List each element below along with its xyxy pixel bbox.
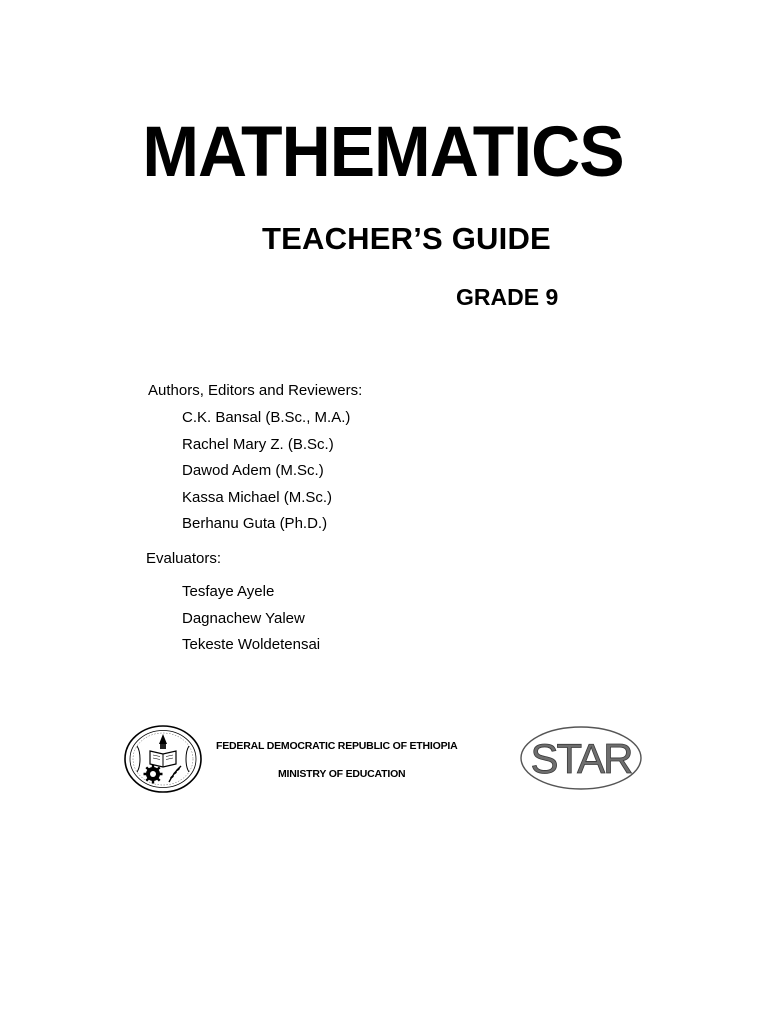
author-name: Berhanu Guta (Ph.D.) bbox=[182, 515, 328, 533]
grade-label: GRADE 9 bbox=[456, 284, 559, 310]
author-name: Rachel Mary Z. (B.Sc.) bbox=[182, 435, 334, 453]
evaluator-name: Dagnachew Yalew bbox=[182, 609, 305, 627]
evaluators-heading: Evaluators: bbox=[146, 550, 222, 567]
star-logo-text: STAR bbox=[530, 735, 632, 782]
evaluator-name: Tesfaye Ayele bbox=[182, 583, 275, 600]
ethiopia-emblem-icon bbox=[123, 724, 203, 794]
author-name: Kassa Michael (M.Sc.) bbox=[182, 488, 333, 506]
book-subtitle: TEACHER’S GUIDE bbox=[262, 221, 551, 256]
book-title: MATHEMATICS bbox=[142, 112, 624, 192]
authors-list bbox=[182, 408, 350, 541]
star-logo-icon bbox=[519, 725, 643, 791]
evaluators-list bbox=[182, 582, 320, 662]
ministry-name: MINISTRY OF EDUCATION bbox=[278, 768, 406, 780]
author-name: Dawod Adem (M.Sc.) bbox=[182, 462, 324, 480]
author-name: C.K. Bansal (B.Sc., M.A.) bbox=[182, 409, 351, 426]
evaluator-name: Tekeste Woldetensai bbox=[182, 636, 321, 654]
authors-heading: Authors, Editors and Reviewers: bbox=[148, 382, 363, 399]
organization-name: FEDERAL DEMOCRATIC REPUBLIC OF ETHIOPIA bbox=[216, 740, 458, 752]
